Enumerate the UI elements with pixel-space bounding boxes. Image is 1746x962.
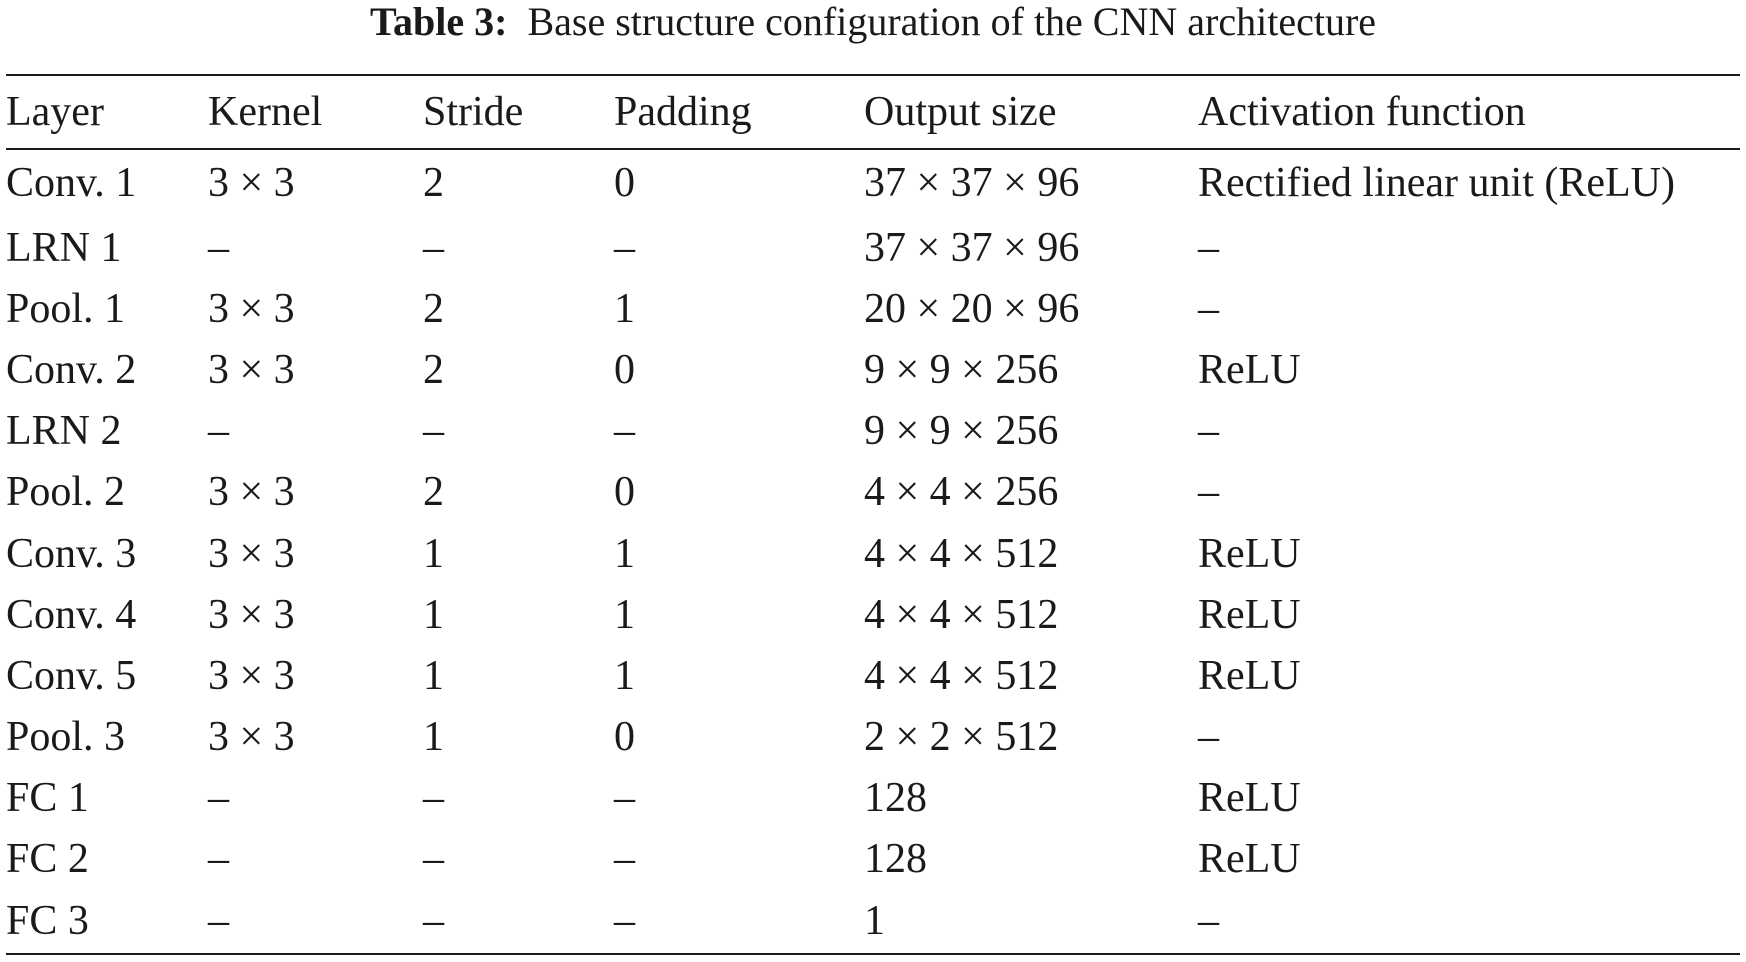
cell-kernel: – [208, 897, 229, 944]
cell-stride: – [423, 775, 444, 822]
cell-kernel: 3 × 3 [208, 530, 295, 577]
header-output-size: Output size [864, 89, 1057, 135]
header-stride: Stride [423, 89, 524, 135]
cell-layer: FC 1 [6, 775, 89, 822]
table-row [6, 707, 1740, 768]
cell-activation-function: – [1198, 897, 1219, 944]
cell-layer: Conv. 5 [6, 652, 137, 699]
cell-stride: – [423, 408, 444, 455]
table-header-row [6, 76, 1740, 148]
cell-stride: – [423, 897, 444, 944]
header-padding: Padding [614, 89, 752, 135]
cell-activation-function: – [1198, 714, 1219, 761]
cell-output-size: 4 × 4 × 512 [864, 652, 1059, 699]
cell-layer: LRN 2 [6, 408, 122, 455]
cell-padding: 1 [614, 530, 635, 577]
cell-activation-function: Rectified linear unit (ReLU) [1198, 159, 1675, 206]
cell-kernel: 3 × 3 [208, 159, 295, 206]
caption-label: Table 3: [369, 0, 508, 44]
caption-text: Base structure configuration of the CNN architecture [527, 0, 1377, 44]
cell-output-size: 4 × 4 × 256 [864, 469, 1059, 516]
cell-stride: – [423, 224, 444, 271]
cell-kernel: 3 × 3 [208, 285, 295, 332]
cell-stride: 2 [423, 469, 444, 516]
cell-padding: – [614, 897, 635, 944]
cell-activation-function: ReLU [1198, 652, 1301, 699]
cell-padding: – [614, 836, 635, 883]
cell-activation-function: ReLU [1198, 775, 1301, 822]
cell-padding: 0 [614, 714, 635, 761]
table-row [6, 523, 1740, 584]
cell-kernel: 3 × 3 [208, 469, 295, 516]
cell-activation-function: – [1198, 285, 1219, 332]
cell-activation-function: ReLU [1198, 346, 1301, 393]
cell-padding: 0 [614, 346, 635, 393]
header-layer: Layer [6, 89, 104, 135]
cell-output-size: 128 [864, 836, 927, 883]
cell-output-size: 4 × 4 × 512 [864, 530, 1059, 577]
cell-activation-function: – [1198, 469, 1219, 516]
table-row [6, 462, 1740, 523]
cell-stride: 1 [423, 591, 444, 638]
cell-kernel: – [208, 836, 229, 883]
table-body [6, 148, 1740, 951]
cell-output-size: 37 × 37 × 96 [864, 224, 1080, 271]
cell-output-size: 128 [864, 775, 927, 822]
table-row [6, 278, 1740, 339]
cell-kernel: 3 × 3 [208, 591, 295, 638]
cell-output-size: 4 × 4 × 512 [864, 591, 1059, 638]
header-activation-function: Activation function [1198, 89, 1526, 135]
cell-kernel: 3 × 3 [208, 652, 295, 699]
cell-padding: – [614, 775, 635, 822]
cell-padding: 0 [614, 469, 635, 516]
cell-layer: Pool. 2 [6, 469, 126, 516]
cell-kernel: – [208, 224, 229, 271]
header-kernel: Kernel [208, 89, 323, 135]
table-row [6, 890, 1740, 951]
cell-stride: – [423, 836, 444, 883]
cell-layer: FC 2 [6, 836, 89, 883]
cell-padding: 0 [614, 159, 635, 206]
cell-activation-function: ReLU [1198, 530, 1301, 577]
table-caption [0, 0, 1746, 50]
cnn-config-table [6, 76, 1740, 951]
cell-padding: 1 [614, 591, 635, 638]
table-row [6, 401, 1740, 462]
cell-padding: – [614, 408, 635, 455]
table-row [6, 829, 1740, 890]
cell-kernel: – [208, 775, 229, 822]
cell-activation-function: ReLU [1198, 836, 1301, 883]
table-row [6, 339, 1740, 400]
table-row [6, 217, 1740, 278]
cell-stride: 2 [423, 159, 444, 206]
cell-layer: Pool. 3 [6, 714, 126, 761]
cell-stride: 1 [423, 714, 444, 761]
cell-activation-function: – [1198, 224, 1219, 271]
cell-stride: 1 [423, 530, 444, 577]
cell-activation-function: – [1198, 408, 1219, 455]
cell-layer: Conv. 2 [6, 346, 137, 393]
cell-layer: FC 3 [6, 897, 89, 944]
cell-output-size: 20 × 20 × 96 [864, 285, 1080, 332]
cell-padding: 1 [614, 652, 635, 699]
cell-padding: – [614, 224, 635, 271]
cell-output-size: 37 × 37 × 96 [864, 159, 1080, 206]
cell-layer: LRN 1 [6, 224, 122, 271]
cell-kernel: – [208, 408, 229, 455]
table-row [6, 768, 1740, 829]
cell-layer: Conv. 3 [6, 530, 137, 577]
cell-layer: Pool. 1 [6, 285, 126, 332]
cell-output-size: 9 × 9 × 256 [864, 408, 1059, 455]
cell-layer: Conv. 4 [6, 591, 137, 638]
cell-kernel: 3 × 3 [208, 714, 295, 761]
cell-stride: 2 [423, 346, 444, 393]
cell-output-size: 9 × 9 × 256 [864, 346, 1059, 393]
table-row [6, 645, 1740, 706]
cell-stride: 2 [423, 285, 444, 332]
cell-stride: 1 [423, 652, 444, 699]
cell-kernel: 3 × 3 [208, 346, 295, 393]
cell-layer: Conv. 1 [6, 159, 137, 206]
table-row [6, 584, 1740, 645]
cell-activation-function: ReLU [1198, 591, 1301, 638]
table-row [6, 148, 1740, 217]
cell-output-size: 1 [864, 897, 885, 944]
cell-padding: 1 [614, 285, 635, 332]
bottom-rule [6, 953, 1740, 955]
cell-output-size: 2 × 2 × 512 [864, 714, 1059, 761]
